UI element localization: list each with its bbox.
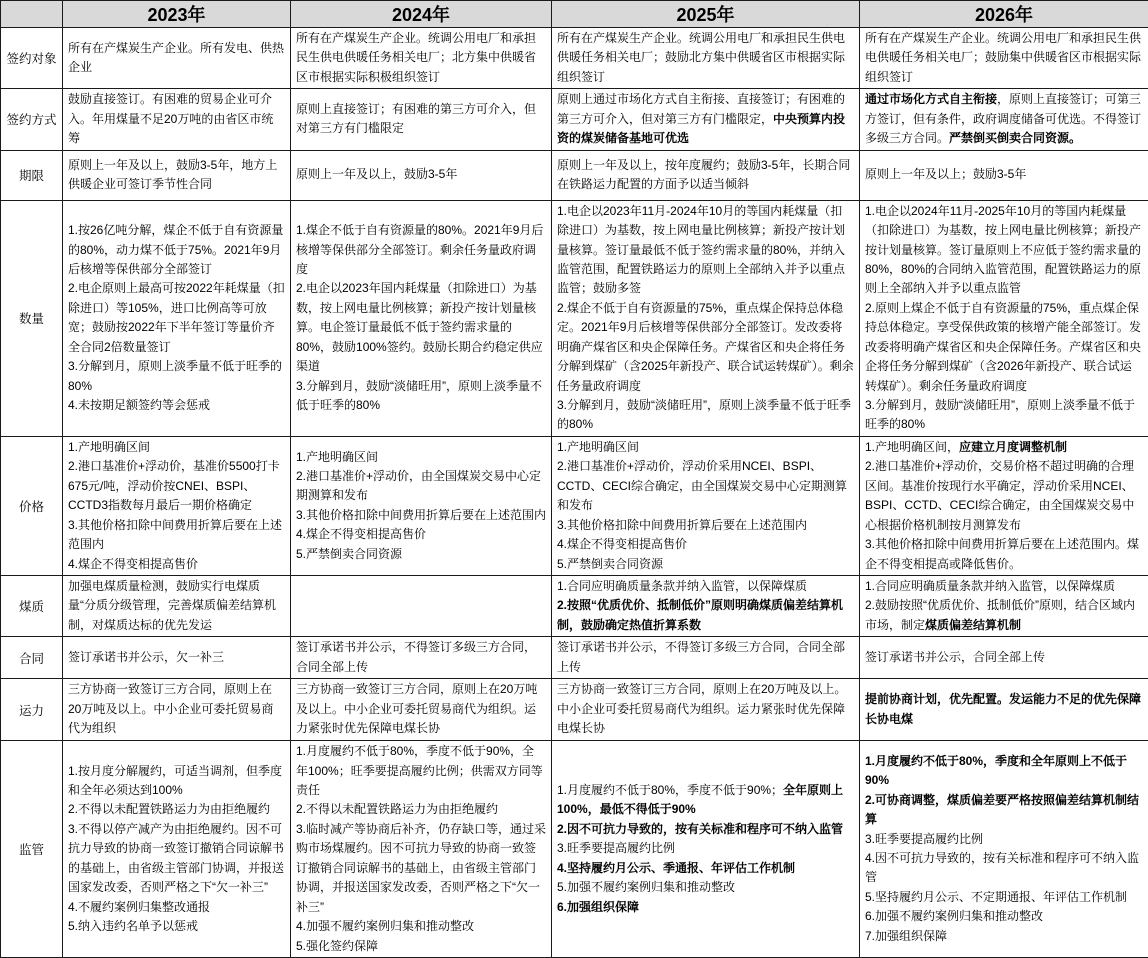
- table-header: [1, 1, 1148, 28]
- cell-line: [865, 849, 1143, 888]
- text: 签订承诺书并公示，不得签订多级三方合同，合同全部上传: [296, 640, 536, 673]
- cell-签约对象-2023年: [63, 28, 291, 89]
- cell-line: [865, 457, 1143, 535]
- emphasized-text: 全年原则上100%，最低不得低于90%: [557, 783, 843, 816]
- text: 2.煤企不低于自有资源量的75%，重点煤企保持总体稳定。2021年9月后核增等保供部分全部签订。发改委将明确产煤省区和央企保障任务。产煤省区和央企将任务分解到煤矿（含2025年新投产、联合试运转煤矿）。剩余任务量政府调度: [557, 301, 854, 393]
- text: 三方协商一致签订三方合同，原则上在20万吨及以上。中小企业可委托贸易商代为组织。运力紧张时优先保障电煤长协: [296, 682, 537, 735]
- cell-line: [557, 859, 854, 878]
- cell-line: [296, 100, 546, 139]
- cell-line: [68, 762, 285, 801]
- cell-签约方式-2023年: [63, 89, 291, 150]
- text: 1.电企以2024年11月-2025年10月的等国内耗煤量（扣除进口）为基数，按上网电量比例核算；新投产按计划量核算。签订量原则上不应低于签约需求量的80%，80%的合同纳入监管范围，配置铁路运力的原则上全部纳入并予以重点监管: [865, 204, 1141, 296]
- table-row-签约对象: [1, 28, 1148, 89]
- cell-line: [68, 898, 285, 917]
- text: 2.原则上煤企不低于自有资源量的75%，重点煤企保持总体稳定。享受保供政策的核增产能全部签订。发改委将明确产煤省区和央企保障任务。产煤省区和央企将任务分解到煤矿（含2026年新投产、联合试运转煤矿）。剩余任务量政府调度: [865, 301, 1141, 393]
- text: 5.加强不履约案例归集和推动整改: [557, 880, 735, 894]
- cell-line: [865, 752, 1143, 791]
- text: 1.月度履约不低于80%，季度不低于90%；: [557, 783, 783, 797]
- cell-运力-2024年: [291, 679, 552, 741]
- text: 所有在产煤炭生产企业。统调公用电厂和承担民生供电供暖任务相关电厂；鼓励北方集中供暖省区市根据实际组织签订: [557, 31, 845, 84]
- cell-line: [68, 39, 285, 78]
- row-label: 签约方式: [1, 89, 63, 150]
- emphasized-text: 2.按照“优质优价、抵制低价”原则明确煤质偏差结算机制，鼓励确定热值折算系数: [557, 598, 843, 631]
- cell-line: [296, 377, 546, 416]
- row-label: 煤质: [1, 575, 63, 636]
- header-year-2026: 2026年: [860, 1, 1148, 28]
- cell-line: [557, 638, 854, 677]
- cell-line: [865, 396, 1143, 435]
- cell-line: [296, 279, 546, 376]
- text: ，原则上直接签订；可第三方签订，但有条件，政府调度储备可优选。不得签订多级三方合同。: [865, 92, 1141, 145]
- text: 1.煤企不低于自有资源量的80%。2021年9月后核增等保供部分全部签订。剩余任务量政府调度: [296, 223, 543, 276]
- text: 原则上一年及以上，鼓励3-5年: [296, 167, 457, 181]
- cell-运力-2023年: [63, 679, 291, 741]
- cell-line: [68, 917, 285, 936]
- cell-line: [557, 596, 854, 635]
- text: 原则上一年及以上，按年度履约；鼓励3-5年，长期合同在铁路运力配置的方面予以适当倾斜: [557, 158, 850, 191]
- cell-line: [68, 820, 285, 898]
- table-body: [1, 28, 1148, 958]
- text: 2.不得以未配置铁路运力为由拒绝履约: [296, 802, 498, 816]
- text: 5.坚持履约月公示、不定期通报、年评估工作机制: [865, 890, 1127, 904]
- cell-价格-2023年: [63, 436, 291, 575]
- cell-line: [557, 396, 854, 435]
- emphasized-text: 2.可协商调整，煤质偏差要严格按照偏差结算机制结算: [865, 793, 1139, 826]
- cell-line: [557, 438, 854, 457]
- text: 2.港口基准价+浮动价，交易价格不超过明确的合理区间。基准价按现行水平确定，浮动价采用NCEI、BSPI、CCTD、CECI综合确定，由全国煤炭交易中心根据价格机制按月测算发布: [865, 459, 1134, 531]
- cell-煤质-2024年: [291, 575, 552, 636]
- cell-期限-2023年: [63, 150, 291, 200]
- cell-line: [68, 516, 285, 555]
- cell-line: [865, 907, 1143, 926]
- cell-line: [557, 299, 854, 396]
- cell-line: [557, 781, 854, 820]
- cell-监管-2026年: [860, 741, 1148, 958]
- cell-line: [557, 156, 854, 195]
- cell-合同-2024年: [291, 637, 552, 679]
- cell-line: [296, 937, 546, 956]
- table-row-数量: [1, 200, 1148, 436]
- cell-煤质-2026年: [860, 575, 1148, 636]
- emphasized-text: 严禁倒买倒卖合同资源。: [949, 131, 1081, 145]
- cell-数量-2025年: [552, 200, 860, 436]
- cell-line: [865, 648, 1143, 667]
- emphasized-text: 通过市场化方式自主衔接: [865, 92, 997, 106]
- text: 所有在产煤炭生产企业。统调公用电厂和承担民生供电供暖任务相关电厂；鼓励集中供暖省区市根据实际组织签订: [865, 31, 1141, 84]
- cell-line: [68, 396, 285, 415]
- table-row-煤质: [1, 575, 1148, 636]
- text: 3.不得以停产减产为由拒绝履约。因不可抗力导致的协商一致签订撤销合同谅解书的基础上，由省级主管部门协调，并报送国家发改委，否则严格之下“欠一补三”: [68, 822, 284, 894]
- text: 3.其他价格扣除中间费用折算后要在上述范围内: [68, 518, 282, 551]
- cell-line: [296, 638, 546, 677]
- text: 2.鼓励按照“优质优价、抵制低价”原则，结合区域内市场，制定: [865, 598, 1135, 631]
- cell-line: [865, 927, 1143, 946]
- cell-line: [68, 555, 285, 574]
- cell-价格-2025年: [552, 436, 860, 575]
- cell-合同-2025年: [552, 637, 860, 679]
- cell-line: [557, 202, 854, 299]
- text: 1.电企以2023年11月-2024年10月的等国内耗煤量（扣除进口）为基数，按上网电量比例核算；新投产按计划量核算。签订量最低不低于签约需求量的80%，并纳入监管范围，配置铁路运力的原则上全部纳入并予以重点监管；鼓励多签: [557, 204, 845, 296]
- cell-line: [68, 457, 285, 515]
- cell-line: [865, 299, 1143, 396]
- text: 原则上直接签订；有困难的第三方可介入，但对第三方有门槛限定: [296, 102, 536, 135]
- cell-line: [557, 820, 854, 839]
- table-row-期限: [1, 150, 1148, 200]
- text: 加强电煤质量检测，鼓励实行电煤质量“分质分级管理，完善煤质偏差结算机制，对煤质达标的优先发运: [68, 579, 276, 632]
- cell-line: [865, 202, 1143, 299]
- cell-line: [865, 165, 1143, 184]
- emphasized-text: 1.月度履约不低于80%，季度和全年原则上不低于90%: [865, 754, 1127, 787]
- cell-合同-2023年: [63, 637, 291, 679]
- cell-line: [68, 279, 285, 357]
- cell-line: [865, 888, 1143, 907]
- text: 4.煤企不得变相提高售价: [68, 557, 198, 571]
- cell-签约对象-2025年: [552, 28, 860, 89]
- text: 3.分解到月，鼓励“淡储旺用”，原则上淡季量不低于旺季的80%: [865, 398, 1135, 431]
- cell-line: [557, 898, 854, 917]
- cell-期限-2024年: [291, 150, 552, 200]
- cell-line: [68, 680, 285, 738]
- cell-价格-2026年: [860, 436, 1148, 575]
- text: 3.分解到月，原则上淡季量不低于旺季的80%: [68, 359, 282, 392]
- text: 所有在产煤炭生产企业。所有发电、供热企业: [68, 41, 284, 74]
- cell-监管-2024年: [291, 741, 552, 958]
- header-year-2024: 2024年: [291, 1, 552, 28]
- cell-line: [865, 90, 1143, 148]
- text: 3.其他价格扣除中间费用折算后要在上述范围内: [296, 508, 546, 522]
- cell-line: [557, 839, 854, 858]
- cell-line: [557, 555, 854, 574]
- table-row-合同: [1, 637, 1148, 679]
- cell-line: [557, 680, 854, 738]
- table-row-签约方式: [1, 89, 1148, 150]
- text: 鼓励直接签订。有困难的贸易企业可介入。年用煤量不足20万吨的由省区市统筹: [68, 92, 273, 145]
- row-label: 监管: [1, 741, 63, 958]
- text: 3.其他价格扣除中间费用折算后要在上述范围内: [557, 518, 807, 532]
- cell-line: [68, 577, 285, 635]
- text: 原则上一年及以上，鼓励3-5年，地方上供暖企业可签订季节性合同: [68, 158, 277, 191]
- emphasized-text: 4.坚持履约月公示、季通报、年评估工作机制: [557, 861, 795, 875]
- text: 三方协商一致签订三方合同，原则上在20万吨及以上。中小企业可委托贸易商代为组织。运力紧张时优先保障电煤长协: [557, 682, 846, 735]
- header-year-2025: 2025年: [552, 1, 860, 28]
- cell-line: [557, 535, 854, 554]
- cell-line: [68, 156, 285, 195]
- text: 1.产地明确区间: [296, 450, 378, 464]
- cell-line: [296, 917, 546, 936]
- emphasized-text: 2.因不可抗力导致的，按有关标准和程序可不纳入监管: [557, 822, 843, 836]
- text: 1.按26亿吨分解，煤企不低于自有资源量的80%，动力煤不低于75%。2021年9月后核增等保供部分全部签订: [68, 223, 283, 276]
- text: 2.港口基准价+浮动价，浮动价采用NCEI、BSPI、CCTD、CECI综合确定，由全国煤炭交易中心定期测算和发布: [557, 459, 847, 512]
- text: 3.旺季要提高履约比例: [557, 841, 675, 855]
- text: 4.不履约案例归集整改通报: [68, 900, 210, 914]
- table-row-监管: [1, 741, 1148, 958]
- cell-运力-2026年: [860, 679, 1148, 741]
- cell-line: [865, 29, 1143, 87]
- text: 1.按月度分解履约，可适当调剂，但季度和全年必须达到100%: [68, 764, 282, 797]
- emphasized-text: 中央预算内投资的煤炭储备基地可优选: [557, 112, 845, 145]
- cell-line: [865, 577, 1143, 596]
- cell-line: [557, 29, 854, 87]
- text: 2.电企以2023年国内耗煤量（扣除进口）为基数，按上网电量比例核算；新投产按计划量核算。电企签订量最低不低于签约需求量的80%，鼓励100%签约。鼓励长期合约稳定供应渠道: [296, 281, 543, 373]
- cell-line: [865, 830, 1143, 849]
- cell-line: [68, 438, 285, 457]
- text: 4.加强不履约案例归集和推动整改: [296, 919, 474, 933]
- text: 5.严禁倒卖合同资源: [296, 547, 402, 561]
- text: 3.分解到月，鼓励“淡储旺用”，原则上淡季量不低于旺季的80%: [557, 398, 851, 431]
- row-label: 运力: [1, 679, 63, 741]
- cell-line: [557, 577, 854, 596]
- cell-line: [865, 791, 1143, 830]
- text: 4.煤企不得变相提高售价: [296, 527, 426, 541]
- cell-line: [296, 800, 546, 819]
- cell-监管-2023年: [63, 741, 291, 958]
- text: 签订承诺书并公示，欠一补三: [68, 650, 224, 664]
- text: 4.因不可抗力导致的，按有关标准和程序可不纳入监管: [865, 851, 1139, 884]
- cell-签约对象-2024年: [291, 28, 552, 89]
- cell-煤质-2025年: [552, 575, 860, 636]
- cell-line: [296, 742, 546, 800]
- cell-line: [296, 467, 546, 506]
- cell-line: [557, 457, 854, 515]
- text: 签订承诺书并公示，合同全部上传: [865, 650, 1045, 664]
- text: 签订承诺书并公示，不得签订多级三方合同，合同全部上传: [557, 640, 845, 673]
- text: 2.电企原则上最高可按2022年耗煤量（扣除进口）等105%，进口比例高等可放宽；鼓励按2022年下半年签订等量价齐全合同2倍数量签订: [68, 281, 285, 353]
- cell-价格-2024年: [291, 436, 552, 575]
- cell-line: [296, 820, 546, 917]
- cell-line: [296, 221, 546, 279]
- cell-煤质-2023年: [63, 575, 291, 636]
- text: 3.其他价格扣除中间费用折算后要在上述范围内。煤企不得变相提高或降低售价。: [865, 537, 1139, 570]
- text: 1.产地明确区间，: [865, 440, 959, 454]
- cell-line: [557, 516, 854, 535]
- cell-line: [865, 438, 1143, 457]
- cell-line: [68, 648, 285, 667]
- text: 1.合同应明确质量条款并纳入监管，以保障煤质: [557, 579, 807, 593]
- cell-line: [296, 448, 546, 467]
- text: 2.不得以未配置铁路运力为由拒绝履约: [68, 802, 270, 816]
- table-row-运力: [1, 679, 1148, 741]
- row-label: 合同: [1, 637, 63, 679]
- header-corner-cell: [1, 1, 63, 28]
- text: 3.临时减产等协商后补齐，仍存缺口等，通过采购市场煤履约。因不可抗力导致的协商一致签订撤销合同谅解书的基础上，由省级主管部门协调，并报送国家发改委，否则严格之下“欠一补三”: [296, 822, 546, 914]
- text: 4.煤企不得变相提高售价: [557, 537, 687, 551]
- text: 1.产地明确区间: [557, 440, 639, 454]
- cell-line: [557, 90, 854, 148]
- emphasized-text: 提前协商计划，优先配置。发运能力不足的优先保障长协电煤: [865, 692, 1141, 725]
- header-row: [1, 1, 1148, 28]
- cell-line: [865, 535, 1143, 574]
- cell-line: [68, 221, 285, 279]
- text: 2.港口基准价+浮动价，由全国煤炭交易中心定期测算和发布: [296, 469, 541, 502]
- emphasized-text: 应建立月度调整机制: [959, 440, 1067, 454]
- cell-line: [68, 90, 285, 148]
- cell-数量-2024年: [291, 200, 552, 436]
- text: 3.分解到月，鼓励“淡储旺用”，原则上淡季量不低于旺季的80%: [296, 379, 542, 412]
- cell-签约方式-2025年: [552, 89, 860, 150]
- text: 7.加强组织保障: [865, 929, 947, 943]
- cell-line: [296, 29, 546, 87]
- text: 5.强化签约保障: [296, 939, 378, 953]
- text: 3.旺季要提高履约比例: [865, 832, 983, 846]
- cell-签约方式-2024年: [291, 89, 552, 150]
- cell-运力-2025年: [552, 679, 860, 741]
- text: 4.未按期足额签约等会惩戒: [68, 398, 210, 412]
- text: 6.加强不履约案例归集和推动整改: [865, 909, 1043, 923]
- cell-line: [296, 506, 546, 525]
- cell-签约对象-2026年: [860, 28, 1148, 89]
- text: 5.纳入违约名单予以惩戒: [68, 919, 198, 933]
- text: 1.合同应明确质量条款并纳入监管，以保障煤质: [865, 579, 1115, 593]
- text: 原则上一年及以上；鼓励3-5年: [865, 167, 1026, 181]
- cell-line: [296, 680, 546, 738]
- cell-line: [68, 357, 285, 396]
- cell-数量-2026年: [860, 200, 1148, 436]
- cell-签约方式-2026年: [860, 89, 1148, 150]
- cell-line: [68, 800, 285, 819]
- cell-line: [296, 165, 546, 184]
- text: 原则上通过市场化方式自主衔接、直接签订；有困难的第三方可介入，但对第三方有门槛限定，: [557, 92, 845, 125]
- cell-line: [296, 545, 546, 564]
- cell-line: [296, 525, 546, 544]
- header-year-2023: 2023年: [63, 1, 291, 28]
- cell-期限-2026年: [860, 150, 1148, 200]
- cell-合同-2026年: [860, 637, 1148, 679]
- text: 2.港口基准价+浮动价，基准价5500打卡675元/吨，浮动价按CNEI、BSPI、CCTD3指数每月最后一期价格确定: [68, 459, 280, 512]
- text: 所有在产煤炭生产企业。统调公用电厂和承担民生供电供暖任务相关电厂；北方集中供暖省区市根据实际积极组织签订: [296, 31, 536, 84]
- cell-line: [865, 690, 1143, 729]
- emphasized-text: 6.加强组织保障: [557, 900, 639, 914]
- row-label: 期限: [1, 150, 63, 200]
- cell-期限-2025年: [552, 150, 860, 200]
- cell-line: [865, 596, 1143, 635]
- emphasized-text: 煤质偏差结算机制: [925, 618, 1021, 632]
- cell-数量-2023年: [63, 200, 291, 436]
- text: 5.严禁倒卖合同资源: [557, 557, 663, 571]
- row-label: 价格: [1, 436, 63, 575]
- table-row-价格: [1, 436, 1148, 575]
- cell-监管-2025年: [552, 741, 860, 958]
- text: 1.月度履约不低于80%，季度不低于90%，全年100%；旺季要提高履约比例；供需双方同等责任: [296, 744, 543, 797]
- row-label: 数量: [1, 200, 63, 436]
- row-label: 签约对象: [1, 28, 63, 89]
- text: 1.产地明确区间: [68, 440, 150, 454]
- cell-line: [557, 878, 854, 897]
- text: 三方协商一致签订三方合同，原则上在20万吨及以上。中小企业可委托贸易商代为组织: [68, 682, 273, 735]
